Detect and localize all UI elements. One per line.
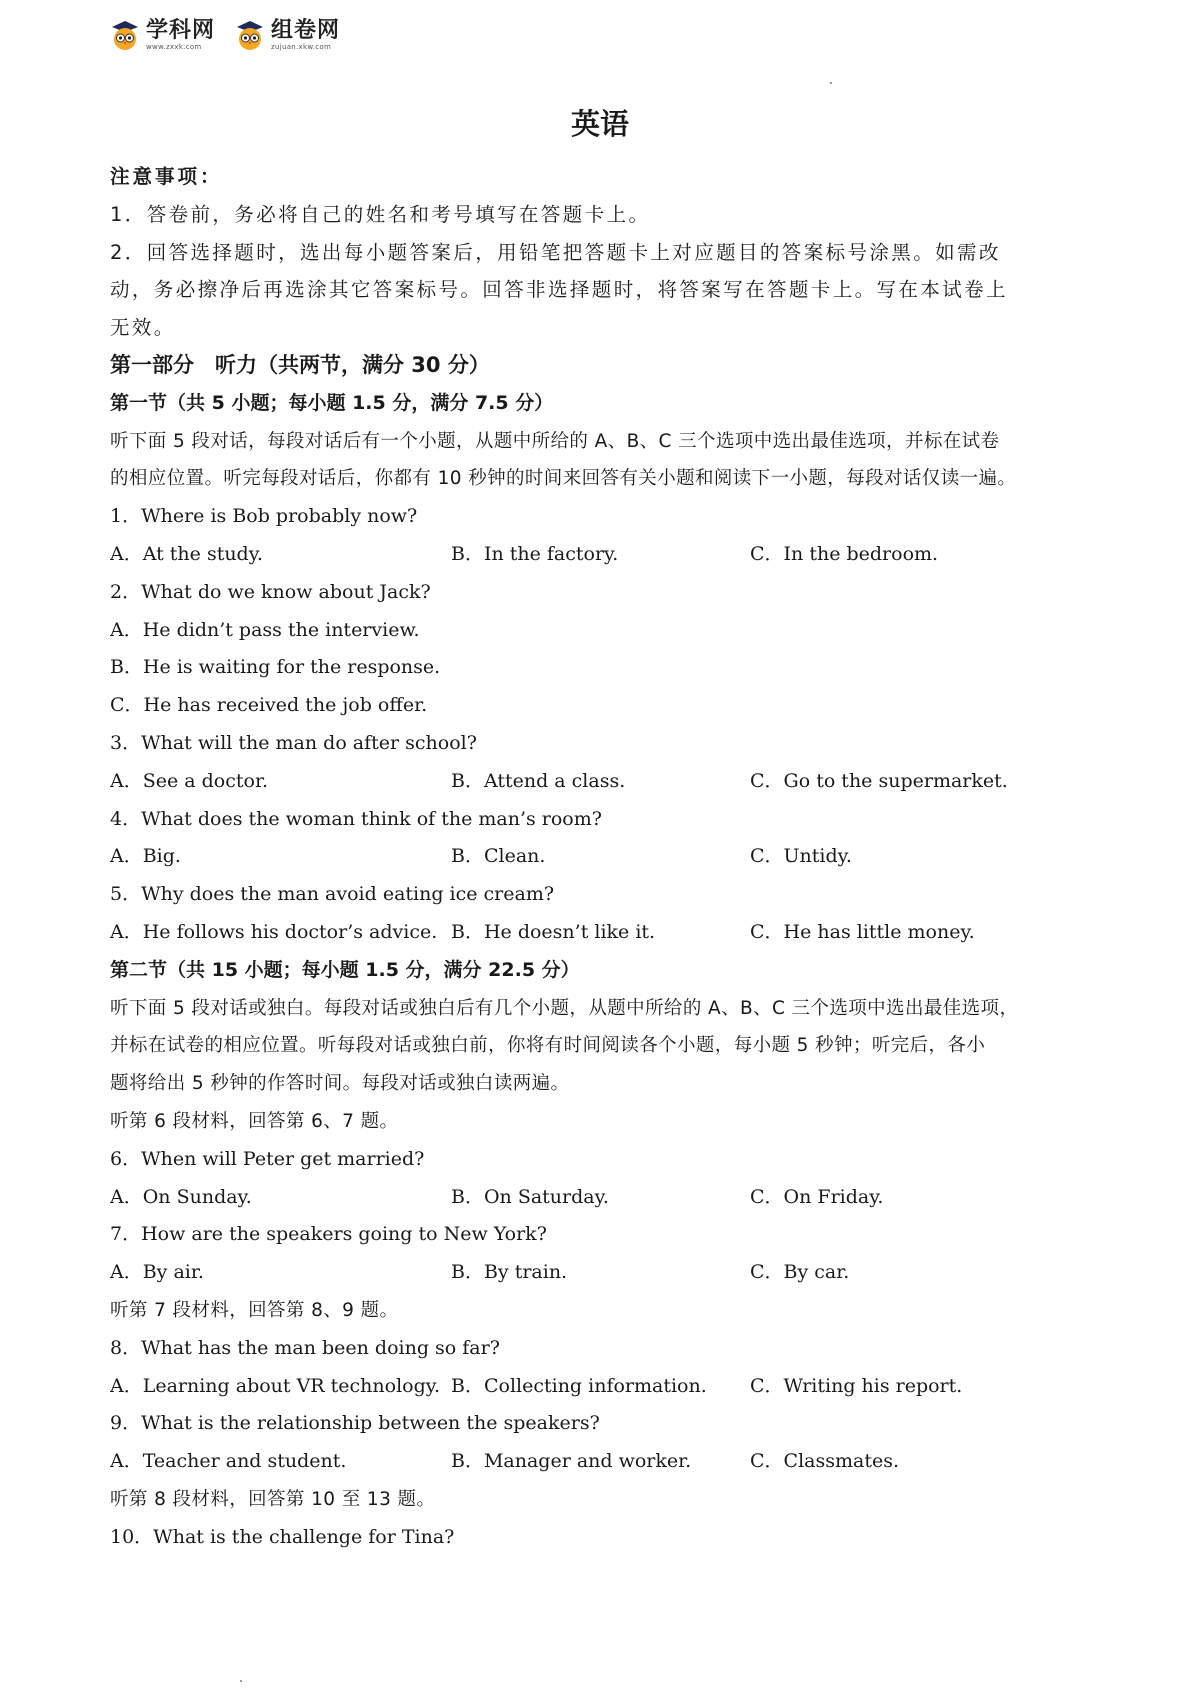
section2-instructions: 并标在试卷的相应位置。听每段对话或独白前，你将有时间阅读各个小题，每小题 5 秒钟；听完后，各小 bbox=[110, 1035, 986, 1057]
section1-instructions: 听下面 5 段对话，每段对话后有一个小题，从题中所给的 A、B、C 三个选项中选出最佳选项，并标在试卷 bbox=[110, 430, 1000, 452]
section1-heading: 第一节（共 5 小题；每小题 1.5 分，满分 7.5 分） bbox=[110, 391, 554, 414]
option-a[interactable]: A．Learning about VR technology. bbox=[110, 1374, 441, 1397]
options-5 bbox=[110, 914, 1100, 952]
scan-speck bbox=[830, 82, 832, 84]
options-4 bbox=[110, 838, 1100, 876]
logo-zujuan[interactable] bbox=[233, 18, 340, 52]
question-10: 10．What is the challenge for Tina? bbox=[110, 1525, 455, 1548]
notice-item: 无效。 bbox=[110, 316, 176, 340]
options-8 bbox=[110, 1368, 1100, 1406]
notice-item: 2．回答选择题时，选出每小题答案后，用铅笔把答题卡上对应题目的答案标号涂黑。如需改 bbox=[110, 240, 1001, 264]
options-6 bbox=[110, 1179, 1100, 1217]
question-8: 8．What has the man been doing so far? bbox=[110, 1336, 500, 1359]
section2-instructions: 题将给出 5 秒钟的作答时间。每段对话或独白读两遍。 bbox=[110, 1073, 570, 1095]
option-c[interactable]: C．Untidy. bbox=[750, 845, 852, 868]
material-note: 听第 6 段材料，回答第 6、7 题。 bbox=[110, 1110, 399, 1132]
option-a[interactable]: A．On Sunday. bbox=[110, 1185, 252, 1208]
option-c[interactable]: C．Writing his report. bbox=[750, 1374, 963, 1397]
material-note: 听第 7 段材料，回答第 8、9 题。 bbox=[110, 1299, 399, 1321]
notice-heading: 注意事项： bbox=[110, 165, 223, 188]
option-a[interactable]: A．See a doctor. bbox=[110, 769, 268, 792]
exam-content bbox=[110, 158, 1100, 1556]
option-b[interactable]: B．Clean. bbox=[451, 845, 546, 868]
option-b[interactable]: B．Collecting information. bbox=[451, 1374, 707, 1397]
owl-mascot-icon bbox=[108, 18, 142, 52]
option-c[interactable]: C．Go to the supermarket. bbox=[750, 769, 1008, 792]
logo-zxxk-name: 学科网 bbox=[146, 17, 216, 43]
logo-zujuan-name: 组卷网 bbox=[271, 17, 341, 43]
question-1: 1．Where is Bob probably now? bbox=[110, 505, 418, 528]
options-1 bbox=[110, 536, 1100, 574]
option-a[interactable]: A．Big. bbox=[110, 845, 181, 868]
options-3 bbox=[110, 763, 1100, 801]
question-2: 2．What do we know about Jack? bbox=[110, 580, 431, 603]
material-note: 听第 8 段材料，回答第 10 至 13 题。 bbox=[110, 1488, 436, 1510]
header-logos bbox=[108, 18, 340, 52]
part1-heading: 第一部分 听力（共两节，满分 30 分） bbox=[110, 352, 490, 377]
option-a[interactable]: A．By air. bbox=[110, 1261, 204, 1284]
option-a[interactable]: A．Teacher and student. bbox=[110, 1450, 347, 1473]
option-b[interactable]: B．On Saturday. bbox=[451, 1185, 609, 1208]
logo-zujuan-url: zujuan.xkw.com bbox=[271, 42, 332, 51]
option-b[interactable]: B．Attend a class. bbox=[451, 769, 626, 792]
owl-mascot-icon bbox=[233, 18, 267, 52]
options-7 bbox=[110, 1254, 1100, 1292]
question-9: 9．What is the relationship between the speakers? bbox=[110, 1412, 600, 1435]
option-c[interactable]: C．In the bedroom. bbox=[750, 542, 939, 565]
option-b[interactable]: B．He doesn’t like it. bbox=[451, 920, 656, 943]
option-b[interactable]: B．Manager and worker. bbox=[451, 1450, 692, 1473]
section2-heading: 第二节（共 15 小题；每小题 1.5 分，满分 22.5 分） bbox=[110, 958, 580, 981]
option-c[interactable]: C．He has little money. bbox=[750, 920, 975, 943]
question-7: 7．How are the speakers going to New York? bbox=[110, 1223, 547, 1246]
question-4: 4．What does the woman think of the man’s room? bbox=[110, 807, 602, 830]
question-5: 5．Why does the man avoid eating ice cream? bbox=[110, 883, 555, 906]
section2-instructions: 听下面 5 段对话或独白。每段对话或独白后有几个小题，从题中所给的 A、B、C 三个选项中选出最佳选项， bbox=[110, 997, 1019, 1019]
scan-speck bbox=[240, 1680, 242, 1682]
section1-instructions: 的相应位置。听完每段对话后，你都有 10 秒钟的时间来回答有关小题和阅读下一小题，每段对话仅读一遍。 bbox=[110, 468, 1017, 490]
option-b[interactable]: B．In the factory. bbox=[451, 542, 619, 565]
option-c[interactable]: C．By car. bbox=[750, 1261, 850, 1284]
notice-item: 1．答卷前，务必将自己的姓名和考号填写在答题卡上。 bbox=[110, 202, 651, 226]
option-c[interactable]: C．Classmates. bbox=[750, 1450, 899, 1473]
option-b[interactable]: B．By train. bbox=[451, 1261, 568, 1284]
question-3: 3．What will the man do after school? bbox=[110, 731, 477, 754]
options-9 bbox=[110, 1443, 1100, 1481]
option-b[interactable]: B．He is waiting for the response. bbox=[110, 656, 441, 679]
logo-zxxk-url: www.zxxk.com bbox=[146, 42, 202, 51]
question-6: 6．When will Peter get married? bbox=[110, 1147, 425, 1170]
option-a[interactable]: A．He didn’t pass the interview. bbox=[110, 618, 420, 641]
page-title: 英语 bbox=[570, 107, 629, 141]
option-c[interactable]: C．He has received the job offer. bbox=[110, 694, 428, 717]
notice-item: 动，务必擦净后再选涂其它答案标号。回答非选择题时，将答案写在答题卡上。写在本试卷上 bbox=[110, 278, 1008, 302]
option-a[interactable]: A．At the study. bbox=[110, 542, 263, 565]
logo-zxxk[interactable] bbox=[108, 18, 215, 52]
option-a[interactable]: A．He follows his doctor’s advice. bbox=[110, 920, 438, 943]
option-c[interactable]: C．On Friday. bbox=[750, 1185, 884, 1208]
